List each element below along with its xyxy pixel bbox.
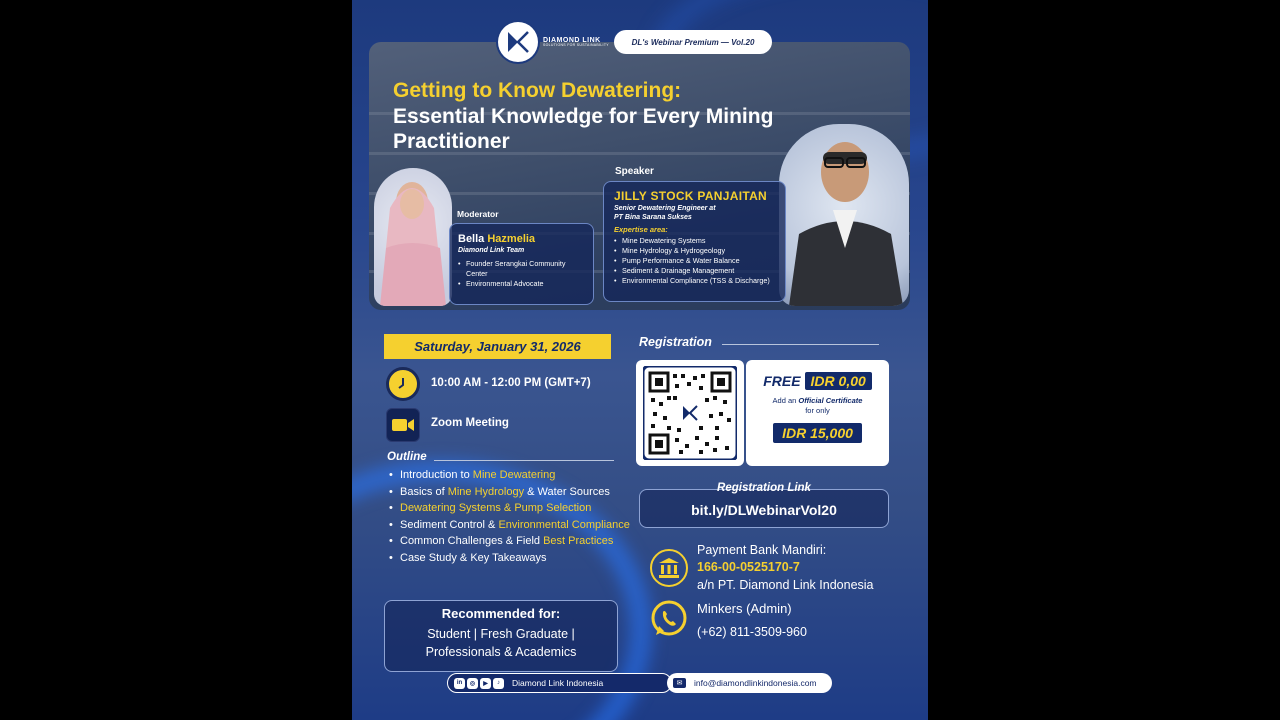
divider	[434, 460, 614, 461]
tiktok-icon[interactable]: ♪	[493, 678, 504, 689]
free-price: IDR 0,00	[805, 372, 872, 390]
outline-heading: Outline	[387, 451, 427, 463]
expertise-item: • Mine Hydrology & Hydrogeology	[614, 246, 775, 256]
expertise-item: • Pump Performance & Water Balance	[614, 256, 775, 266]
payment-account-number: 166-00-0525170-7	[697, 560, 800, 574]
recommended-audience: Professionals & Academics	[425, 645, 577, 659]
recommended-heading: Recommended for:	[441, 606, 561, 621]
expertise-item: • Sediment & Drainage Management	[614, 266, 775, 276]
speaker-card	[603, 181, 786, 302]
linkedin-icon[interactable]: in	[454, 678, 465, 689]
social-handle: Diamond Link Indonesia	[512, 678, 604, 688]
speaker-role: Senior Dewatering Engineer at	[614, 205, 716, 212]
mail-icon: ✉	[673, 678, 686, 688]
outline-item: • Case Study & Key Takeaways	[389, 550, 634, 567]
clock-icon	[386, 367, 420, 401]
payment-account-holder: a/n PT. Diamond Link Indonesia	[697, 578, 874, 592]
registration-qr-code[interactable]	[636, 360, 744, 466]
event-date: Saturday, January 31, 2026	[384, 334, 611, 359]
speaker-name: JILLY STOCK PANJAITAN	[614, 189, 767, 203]
event-time: 10:00 AM - 12:00 PM (GMT+7)	[431, 377, 591, 389]
moderator-name: Bella Hazmelia	[458, 233, 536, 245]
video-camera-icon	[386, 408, 420, 442]
email-contact[interactable]	[667, 673, 832, 693]
certificate-offer: Add an Official Certificate	[772, 396, 863, 405]
registration-link-box[interactable]	[639, 482, 889, 528]
whatsapp-icon	[650, 600, 688, 638]
qr-code-icon	[643, 366, 737, 460]
outline-item: • Sediment Control & Environmental Compliance	[389, 517, 634, 534]
contact-name: Minkers (Admin)	[697, 601, 792, 616]
payment-bank: Payment Bank Mandiri:	[697, 543, 827, 557]
outline-item: • Common Challenges & Field Best Practices	[389, 533, 634, 550]
price-card	[746, 360, 889, 466]
bank-icon	[650, 549, 688, 587]
social-links	[447, 673, 672, 693]
outline-item: • Introduction to Mine Dewatering	[389, 467, 634, 484]
moderator-role: • Environmental Advocate	[458, 279, 585, 289]
speaker-photo	[779, 124, 909, 306]
title-line-2: Essential Knowledge for Every Mining Practitioner	[393, 105, 774, 153]
certificate-offer-suffix: for only	[805, 406, 830, 415]
expertise-item: • Mine Dewatering Systems	[614, 236, 775, 246]
youtube-icon[interactable]: ▶	[480, 678, 491, 689]
outline-item: • Basics of Mine Hydrology & Water Sources	[389, 484, 634, 501]
registration-link-label: Registration Link	[717, 482, 811, 494]
webinar-poster	[352, 0, 928, 720]
recommended-box	[384, 600, 618, 672]
contact-email[interactable]: info@diamondlinkindonesia.com	[694, 678, 817, 688]
free-label: FREE	[763, 373, 801, 389]
logo-text: DIAMOND LINK	[543, 36, 601, 44]
registration-link[interactable]: bit.ly/DLWebinarVol20	[691, 502, 837, 518]
contact-phone[interactable]: (+62) 811-3509-960	[697, 625, 807, 639]
recommended-audience: Student | Fresh Graduate |	[427, 627, 575, 641]
brand-logo	[498, 22, 609, 62]
footer	[447, 673, 832, 693]
moderator-photo	[374, 168, 452, 306]
moderator-role: • Founder Serangkai Community Center	[458, 259, 585, 279]
logo-tagline: SOLUTIONS FOR SUSTAINABILITY	[543, 42, 609, 47]
expertise-label: Expertise area:	[614, 225, 668, 234]
certificate-price: IDR 15,000	[773, 423, 862, 443]
expertise-item: • Environmental Compliance (TSS & Discharge)	[614, 276, 775, 286]
instagram-icon[interactable]: ◎	[467, 678, 478, 689]
diamond-link-logo-icon	[498, 22, 538, 62]
outline-list	[389, 467, 634, 567]
speaker-label: Speaker	[615, 166, 654, 177]
moderator-label: Moderator	[457, 209, 499, 219]
event-platform: Zoom Meeting	[431, 417, 509, 429]
title-line-1: Getting to Know Dewatering:	[393, 79, 682, 102]
speaker-company: PT Bina Sarana Sukses	[614, 214, 692, 221]
outline-item: • Dewatering Systems & Pump Selection	[389, 500, 634, 517]
registration-heading: Registration	[639, 335, 712, 349]
divider	[722, 344, 879, 345]
moderator-card	[449, 223, 594, 305]
series-badge: DL's Webinar Premium — Vol.20	[614, 30, 772, 54]
moderator-team: Diamond Link Team	[458, 247, 525, 254]
